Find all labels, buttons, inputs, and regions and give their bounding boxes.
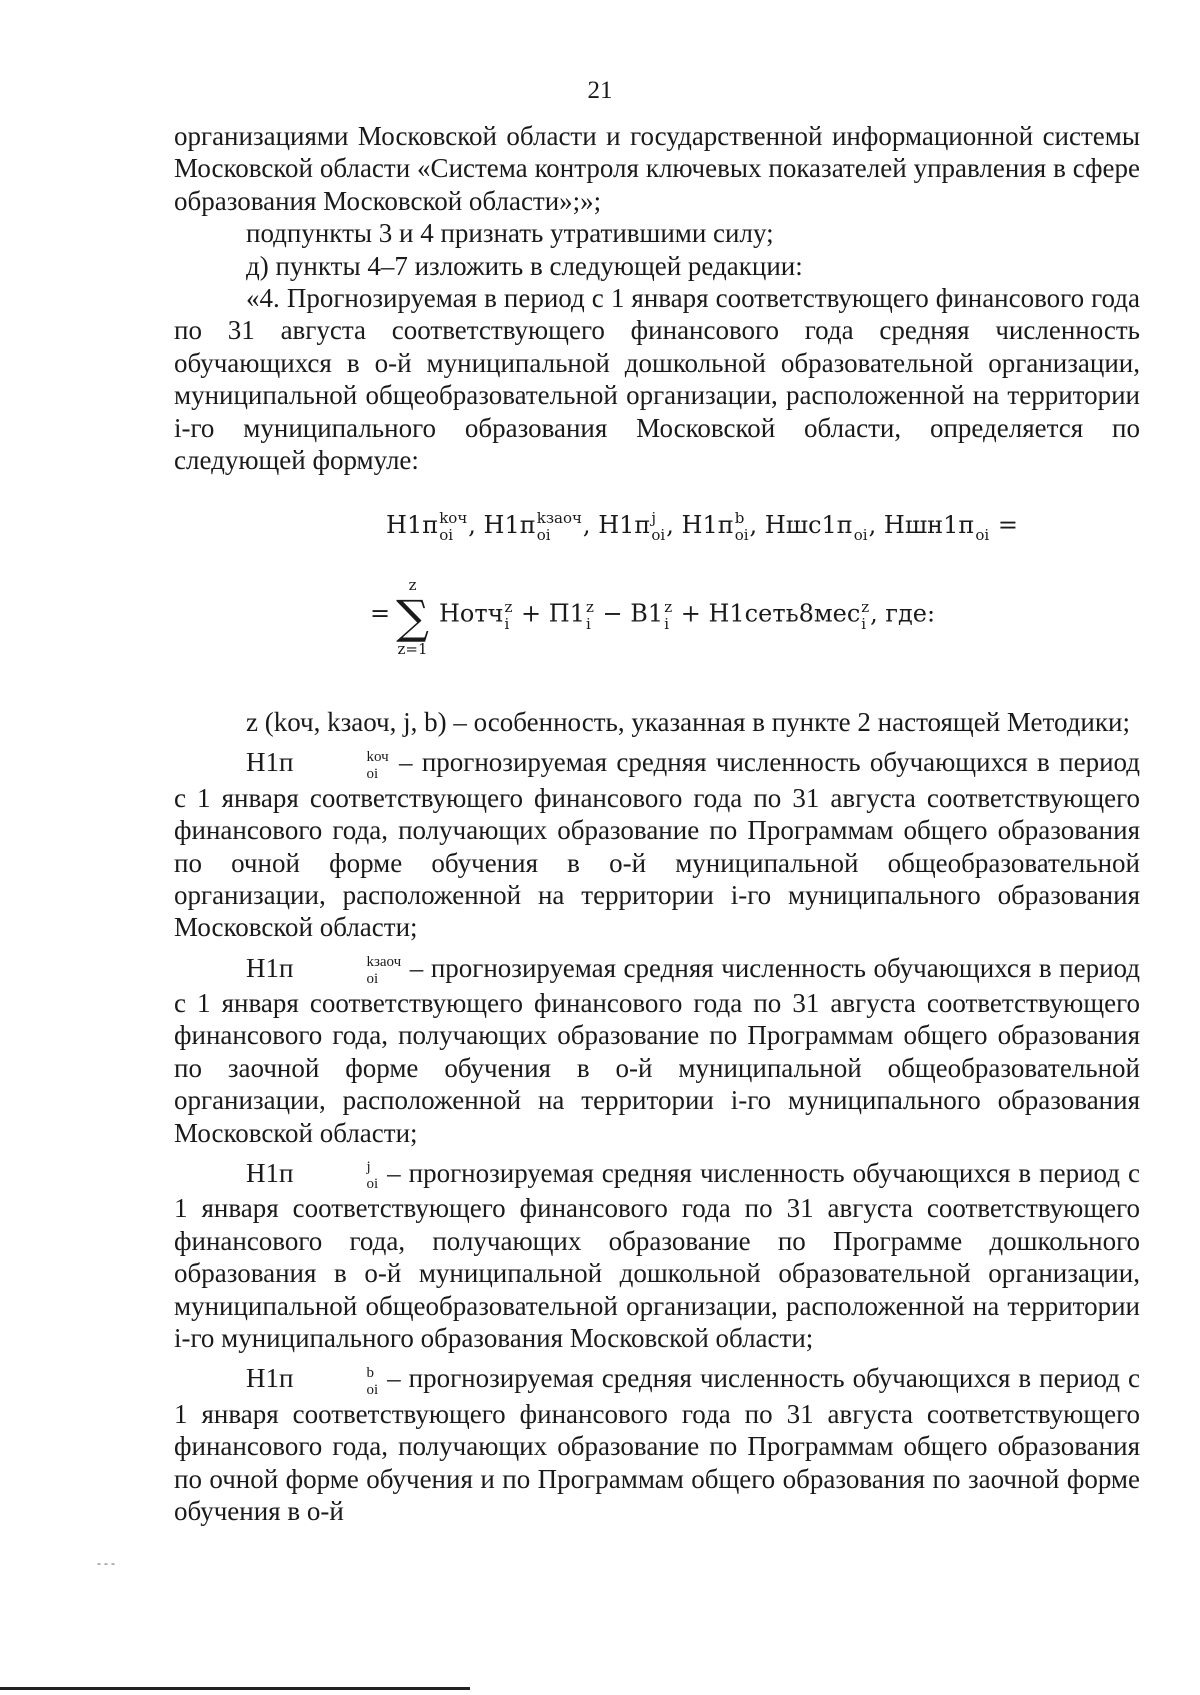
definition-b: Н1п b oi – прогнозируемая средняя численность обучающихся в период с 1 января соответствующего финансового года по 31 августа соответствующего финансового года, получающих образование по Программам общего образования по очной форме обучения и по Программам общего образования по заочной форме обучения в о-й	[174, 1363, 1140, 1526]
page-number: 21	[587, 77, 613, 104]
intro-paragraph-4: «4. Прогнозируемая в период с 1 января соответствующего финансового года по 31 августа соответствующего финансового года средняя численность обучающихся в о-й муниципальной дошкольной образовательной организации, муниципальной общеобразовательной организации, расположенной на территории i-го муниципального образования Московской области, определяется по следующей формуле:	[174, 283, 1140, 476]
formula-symbol: В1	[630, 599, 664, 628]
bottom-edge-line	[0, 1687, 470, 1690]
formula-equals: =	[370, 599, 391, 628]
formula-operator: +	[521, 599, 542, 628]
formula-symbol: Ншс1п	[764, 511, 853, 539]
intro-paragraph-1: организациями Московской области и государственной информационной системы Московской области «Система контроля ключевых показателей управления в сфере образования Московской области»;»;	[174, 121, 1140, 216]
formula-subscript: oi	[975, 526, 990, 544]
formula-subscript: oi	[734, 526, 749, 544]
formula-symbol: Нотч	[438, 599, 504, 628]
sum-operator: z ∑ z=1	[396, 576, 429, 658]
intro-paragraph-3: д) пункты 4–7 изложить в следующей редакции:	[246, 250, 803, 281]
intro-text	[174, 120, 1140, 476]
scan-artifact: - - -	[97, 1556, 115, 1570]
definition-kzaoch: Н1п kзаоч oi – прогнозируемая средняя численность обучающихся в период с 1 января соответствующего финансового года по 31 августа соответствующего финансового года, получающих образование по Программам общего образования по заочной форме обучения в о-й муниципальной общеобразовательной организации, расположенной на территории i-го муниципального образования Московской области;	[174, 952, 1140, 1148]
intro-paragraph-2: подпункты 3 и 4 признать утратившими силу;	[246, 218, 774, 249]
formula-equals: =	[997, 511, 1018, 539]
definition-z: z (kоч, kзаоч, j, b) – особенность, указанная в пункте 2 настоящей Методики;	[246, 707, 1130, 737]
formula-line-2: = z ∑ z=1 Нотч z i + П1 z i − В1 z i + Н1сеть8мес z i , где:	[370, 576, 936, 658]
formula-line-1	[174, 510, 1140, 543]
formula-subscript: oi	[651, 526, 666, 544]
formula-separator: ,	[582, 511, 591, 539]
formula-symbol: П1	[548, 599, 585, 628]
definitions	[174, 706, 1140, 1527]
formula-superscript: j	[651, 509, 657, 527]
formula-subscript: oi	[439, 526, 454, 544]
formula-operator: −	[602, 599, 623, 628]
formula-superscript: kоч	[439, 509, 468, 527]
formula-where: , где:	[870, 599, 936, 628]
formula-separator: ,	[468, 511, 476, 539]
formula-symbol: Ншн1п	[883, 511, 975, 539]
formula-symbol: Н1сеть8мес	[708, 599, 861, 628]
formula-symbol: Н1п	[598, 511, 651, 539]
formula-operator: +	[680, 599, 701, 628]
formula-separator: ,	[868, 511, 877, 539]
definition-koch: Н1п kоч oi – прогнозируемая средняя численность обучающихся в период с 1 января соответствующего финансового года по 31 августа соответствующего финансового года, получающих образование по Программам общего образования по очной форме обучения в о-й муниципальной общеобразовательной организации, расположенной на территории i-го муниципального образования Московской области;	[174, 747, 1140, 943]
formula-subscript: oi	[853, 526, 868, 544]
formula-symbol: Н1п	[681, 511, 734, 539]
formula-symbol: Н1п	[483, 511, 536, 539]
formula-subscript: oi	[536, 526, 551, 544]
formula-symbol: Н1п	[386, 511, 439, 539]
formula-superscript: b	[734, 509, 745, 527]
formula-separator: ,	[666, 511, 674, 539]
formula-superscript: kзаоч	[536, 509, 582, 527]
definition-j: Н1п j oi – прогнозируемая средняя численность обучающихся в период с 1 января соответствующего финансового года по 31 августа соответствующего финансового года, получающих образование по Программе дошкольного образования в о-й муниципальной дошкольной образовательной организации, муниципальной общеобразовательной организации, расположенной на территории i-го муниципального образования Московской области;	[174, 1158, 1140, 1353]
formula-separator: ,	[749, 511, 758, 539]
